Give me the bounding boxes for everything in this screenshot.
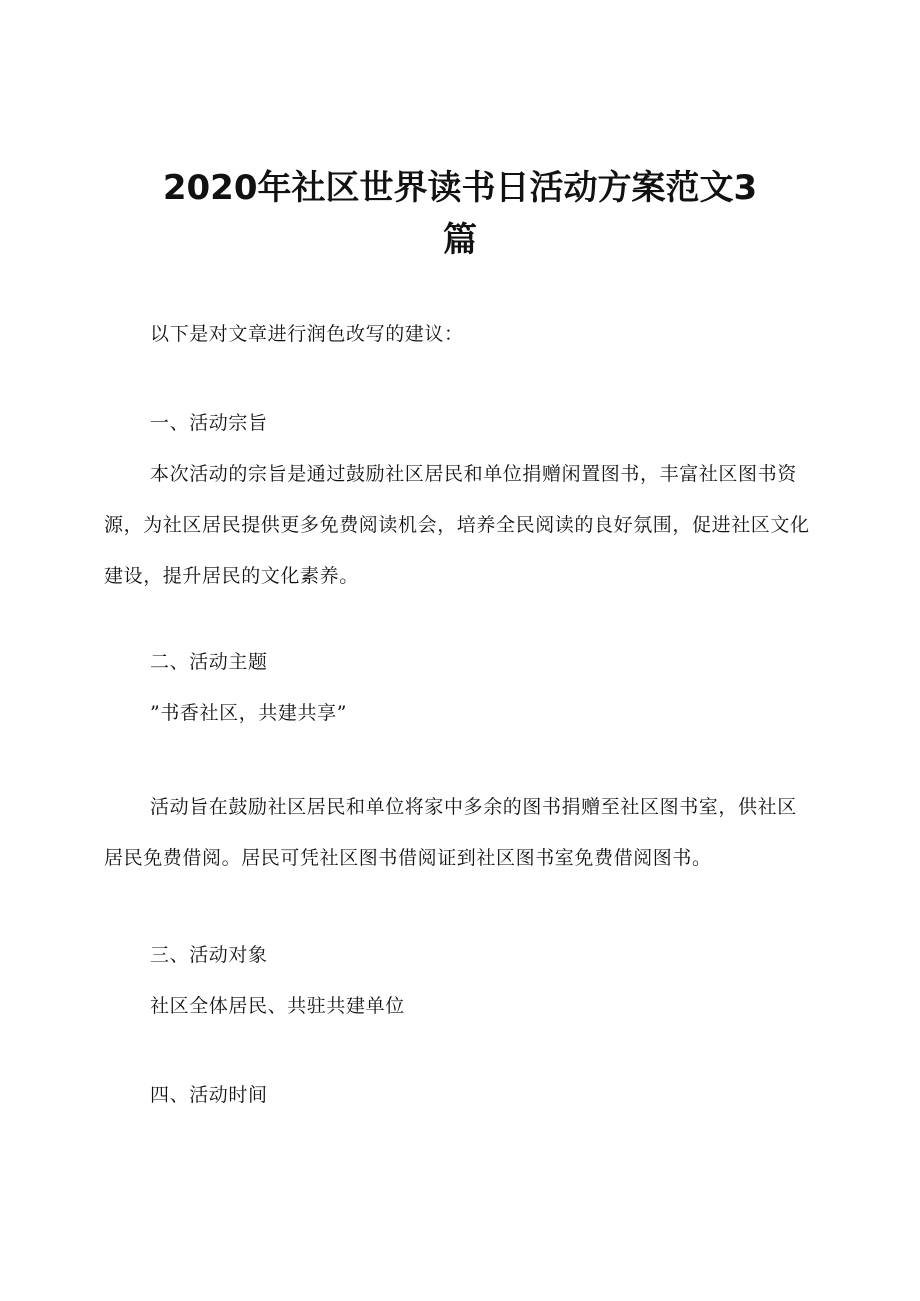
document-title [100,162,820,266]
section-1-body: 本次活动的宗旨是通过鼓励社区居民和单位捐赠闲置图书，丰富社区图书资源，为社区居民提供更多免费阅读机会，培养全民阅读的良好氛围，促进社区文化建设，提升居民的文化素养。 [104,463,810,587]
section-4-heading: 四、活动时间 [150,1084,268,1106]
section-1-heading: 一、活动宗旨 [150,412,268,434]
section-2-body: 活动旨在鼓励社区居民和单位将家中多余的图书捐赠至社区图书室，供社区居民免费借阅。居民可凭社区图书借阅证到社区图书室免费借阅图书。 [104,796,797,869]
section-3-body: 社区全体居民、共驻共建单位 [150,995,405,1017]
section-2-heading: 二、活动主题 [150,651,268,673]
intro-paragraph: 以下是对文章进行润色改写的建议： [150,323,464,345]
title-line-2: 篇 [443,220,477,260]
title-line-1: 2020年社区世界读书日活动方案范文3 [162,168,758,208]
section-3-heading: 三、活动对象 [150,944,268,966]
section-2-theme: ”书香社区，共建共享” [150,702,348,724]
